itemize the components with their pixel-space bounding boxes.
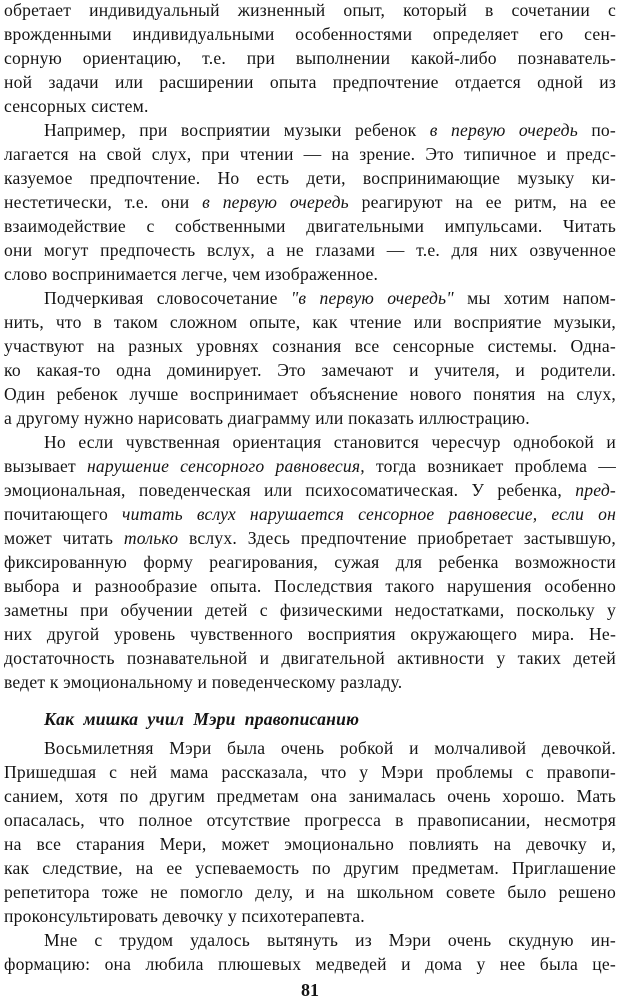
text-line <box>4 880 616 904</box>
text-line <box>4 70 616 94</box>
line-text: мы хотим напом- <box>453 288 616 308</box>
line-text: ной задачи или расширении опыта предпочтение отдается одной из <box>4 72 616 92</box>
line-text: санием, хотя по другим предметам она занималась очень хорошо. Мать <box>4 786 616 806</box>
text-line <box>4 502 616 526</box>
text-line <box>4 382 616 406</box>
emphasis-text: пред- <box>575 480 616 500</box>
text-line <box>4 166 616 190</box>
text-line <box>4 118 616 142</box>
line-text: проконсультировать девочку у психотерапевта. <box>4 906 365 926</box>
line-text: взаимодействие с собственными двигательными импульсами. Читать <box>4 216 616 236</box>
emphasis-text: в первую очередь <box>202 192 349 212</box>
line-text: слово воспринимается легче, чем изображенное. <box>4 264 379 284</box>
line-text: как следствие, на ее успеваемость по другим предметам. Приглашение <box>4 858 616 878</box>
text-line <box>4 736 616 760</box>
text-line <box>4 214 616 238</box>
line-text: сорную ориентацию, т.е. при выполнении какой-либо познаватель- <box>4 48 616 68</box>
text-line <box>4 904 616 928</box>
line-text: вызывает <box>4 456 87 476</box>
text-line <box>4 94 616 118</box>
text-line <box>4 430 616 454</box>
line-text: лагается на свой слух, при чтении — на зрение. Это типичное и предс- <box>4 144 616 164</box>
text-line <box>4 478 616 502</box>
line-text: Но если чувственная ориентация становится чересчур однобокой и <box>44 432 616 452</box>
emphasis-text: только <box>123 528 179 548</box>
emphasis-text: в первую очередь <box>429 120 578 140</box>
line-text: сенсорных систем. <box>4 96 149 116</box>
line-text: врожденными индивидуальными особенностями определяет его сен- <box>4 24 616 44</box>
text-line <box>4 808 616 832</box>
text-line <box>4 550 616 574</box>
line-text: вслух. Здесь предпочтение приобретает застывшую, <box>178 528 616 548</box>
text-line <box>4 928 616 952</box>
text-line <box>4 784 616 808</box>
text-line <box>4 760 616 784</box>
line-text: заметны при обучении детей с физическими недостатками, поскольку у <box>4 600 616 620</box>
text-line <box>4 22 616 46</box>
page-number: 81 <box>301 980 319 1000</box>
text-line <box>4 646 616 670</box>
line-text: почитающего <box>4 504 109 524</box>
text-line <box>4 310 616 334</box>
line-text: Восьмилетняя Мэри была очень робкой и молчаливой девочкой. <box>44 738 616 758</box>
text-line <box>4 622 616 646</box>
line-text: тогда возникает проблема — <box>364 456 617 476</box>
line-text: казуемое предпочтение. Но есть дети, воспринимающие музыку ки- <box>4 168 616 188</box>
text-line <box>4 856 616 880</box>
line-text: они могут предпочесть вслух, а не глазами — т.е. для них озвученное <box>4 240 616 260</box>
text-line <box>4 0 616 22</box>
line-text: них другой уровень чувственного восприятия окружающего мира. Не- <box>4 624 616 644</box>
line-text: участвуют на разных уровнях сознания все сенсорные системы. Одна- <box>4 336 616 356</box>
line-text: Один ребенок лучше воспринимает объяснение нового понятия на слух, <box>4 384 616 404</box>
text-line <box>4 46 616 70</box>
line-text: достаточность познавательной и двигательной активности у таких детей <box>4 648 616 668</box>
line-text: эмоциональная, поведенческая или психосоматическая. У ребенка, <box>4 480 576 500</box>
text-line <box>4 598 616 622</box>
line-text: ведет к эмоциональному и поведенческому разладу. <box>4 672 403 692</box>
text-line <box>4 526 616 550</box>
text-line <box>4 832 616 856</box>
line-text: выбора и разнообразие опыта. Последствия такого нарушения особенно <box>4 576 616 596</box>
text-line <box>4 334 616 358</box>
line-text: на все старания Мери, может эмоционально повлиять на девочку и, <box>4 834 616 854</box>
text-line <box>4 670 616 694</box>
line-text: нить, что в таком сложном опыте, как чтение или восприятие музыки, <box>4 312 616 332</box>
line-text: ко какая-то одна доминирует. Это замечают и учителя, и родители. <box>4 360 616 380</box>
emphasis-text: читать вслух нарушается сенсорное равновесие, если он <box>108 504 616 524</box>
text-line <box>4 190 616 214</box>
text-line <box>4 142 616 166</box>
text-line <box>4 286 616 310</box>
line-text: Мне с трудом удалось вытянуть из Мэри очень скудную ин- <box>44 930 616 950</box>
line-text: обретает индивидуальный жизненный опыт, который в сочетании с <box>4 0 616 20</box>
text-line <box>4 262 616 286</box>
line-text: формацию: она любила плюшевых медведей и дома у нее была це- <box>4 954 616 974</box>
emphasis-text: нарушение сенсорного равновесия, <box>86 456 365 476</box>
line-text: Подчеркивая словосочетание <box>44 288 291 308</box>
line-text: а другому нужно нарисовать диаграмму или показать иллюстрацию. <box>4 408 530 428</box>
text-line <box>4 454 616 478</box>
emphasis-text: "в первую очередь" <box>290 288 454 308</box>
line-text: может читать <box>4 528 124 548</box>
text-line <box>4 238 616 262</box>
text-line <box>4 358 616 382</box>
line-text: по- <box>577 120 616 140</box>
section-heading: Как мишка учил Мэри правописанию <box>44 709 360 729</box>
line-text: опасалась, что полное отсутствие прогресса в правописании, несмотря <box>4 810 616 830</box>
text-line <box>4 952 616 976</box>
line-text: реагируют на ее ритм, на ее <box>348 192 616 212</box>
line-text: Пришедшая с ней мама рассказала, что у Мэри проблемы с правопи- <box>4 762 616 782</box>
line-text: нестетически, т.е. они <box>4 192 203 212</box>
text-line <box>4 574 616 598</box>
line-text: репетитора тоже не помогло делу, и на школьном совете было решено <box>4 882 616 902</box>
text-line <box>4 406 616 430</box>
line-text: Например, при восприятии музыки ребенок <box>44 120 430 140</box>
line-text: фиксированную форму реагирования, сужая для ребенка возможности <box>4 552 616 572</box>
